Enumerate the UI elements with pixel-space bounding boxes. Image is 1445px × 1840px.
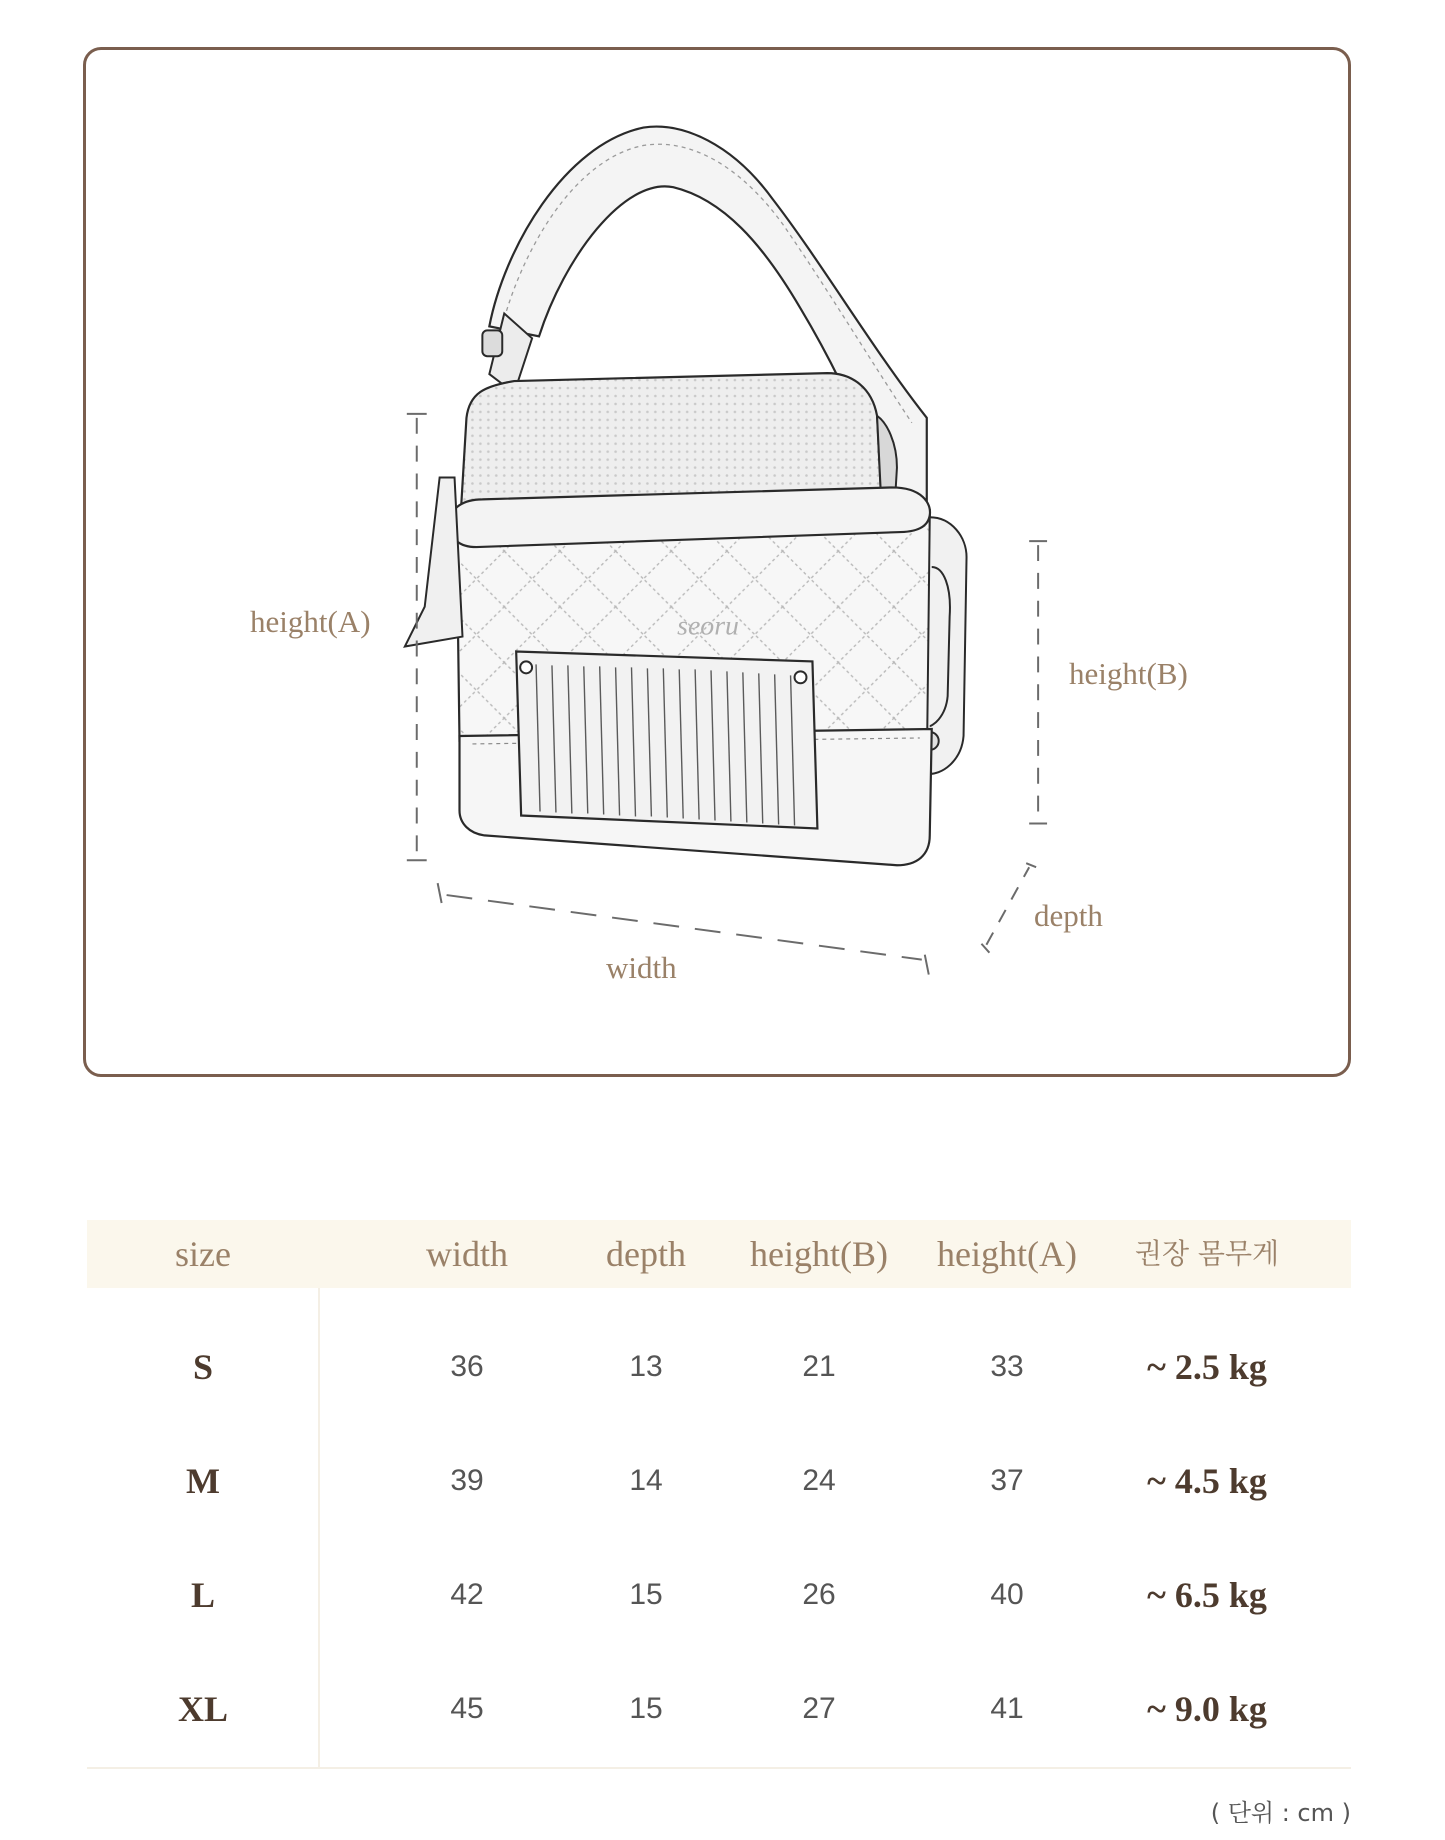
table-header-row xyxy=(87,1220,1351,1288)
header-depth: depth xyxy=(606,1234,686,1274)
weight-cell: ~ 9.0 kg xyxy=(1147,1689,1267,1729)
header-height-a: height(A) xyxy=(937,1234,1077,1274)
height-b-label: height(B) xyxy=(1069,656,1188,691)
height-a-cell: 37 xyxy=(990,1464,1024,1497)
header-width: width xyxy=(425,1234,508,1274)
brand-logo-text: seoru xyxy=(677,610,739,642)
width-cell: 42 xyxy=(450,1578,484,1611)
table-row xyxy=(87,1652,1351,1766)
size-cell: S xyxy=(192,1347,214,1387)
depth-cell: 15 xyxy=(629,1692,663,1725)
height-b-cell: 27 xyxy=(802,1692,836,1725)
height-a-cell: 40 xyxy=(990,1578,1024,1611)
height-a-cell: 41 xyxy=(990,1692,1024,1725)
width-cell: 39 xyxy=(450,1464,484,1497)
depth-cell: 15 xyxy=(629,1578,663,1611)
height-b-cell: 26 xyxy=(802,1578,836,1611)
height-b-cell: 24 xyxy=(802,1464,836,1497)
height-a-cell: 33 xyxy=(990,1350,1024,1383)
table-bottom-rule xyxy=(87,1767,1351,1769)
weight-cell: ~ 2.5 kg xyxy=(1147,1347,1267,1387)
unit-note: ( 단위 : cm ) xyxy=(1210,1799,1351,1827)
weight-cell: ~ 6.5 kg xyxy=(1147,1575,1267,1615)
table-row xyxy=(87,1538,1351,1652)
header-size: size xyxy=(175,1234,231,1274)
table-row xyxy=(87,1424,1351,1538)
depth-cell: 14 xyxy=(629,1464,663,1497)
width-label: width xyxy=(606,950,677,985)
table-row xyxy=(87,1310,1351,1424)
side-tab xyxy=(405,477,463,646)
size-cell: XL xyxy=(177,1689,228,1729)
bag-diagram-card xyxy=(83,47,1351,1077)
width-cell: 45 xyxy=(450,1692,484,1725)
bag-illustration xyxy=(86,50,1348,1074)
depth-label: depth xyxy=(1034,898,1103,933)
depth-cell: 13 xyxy=(629,1350,663,1383)
size-cell: M xyxy=(186,1461,220,1501)
weight-cell: ~ 4.5 kg xyxy=(1147,1461,1267,1501)
width-cell: 36 xyxy=(450,1350,484,1383)
height-a-label: height(A) xyxy=(250,604,371,639)
header-recommended-weight: 권장 몸무게 xyxy=(1134,1237,1280,1270)
bag-body xyxy=(450,487,967,865)
size-cell: L xyxy=(190,1575,215,1615)
header-height-b: height(B) xyxy=(750,1234,888,1274)
size-chart-table xyxy=(87,1220,1351,1768)
height-b-cell: 21 xyxy=(802,1350,836,1383)
